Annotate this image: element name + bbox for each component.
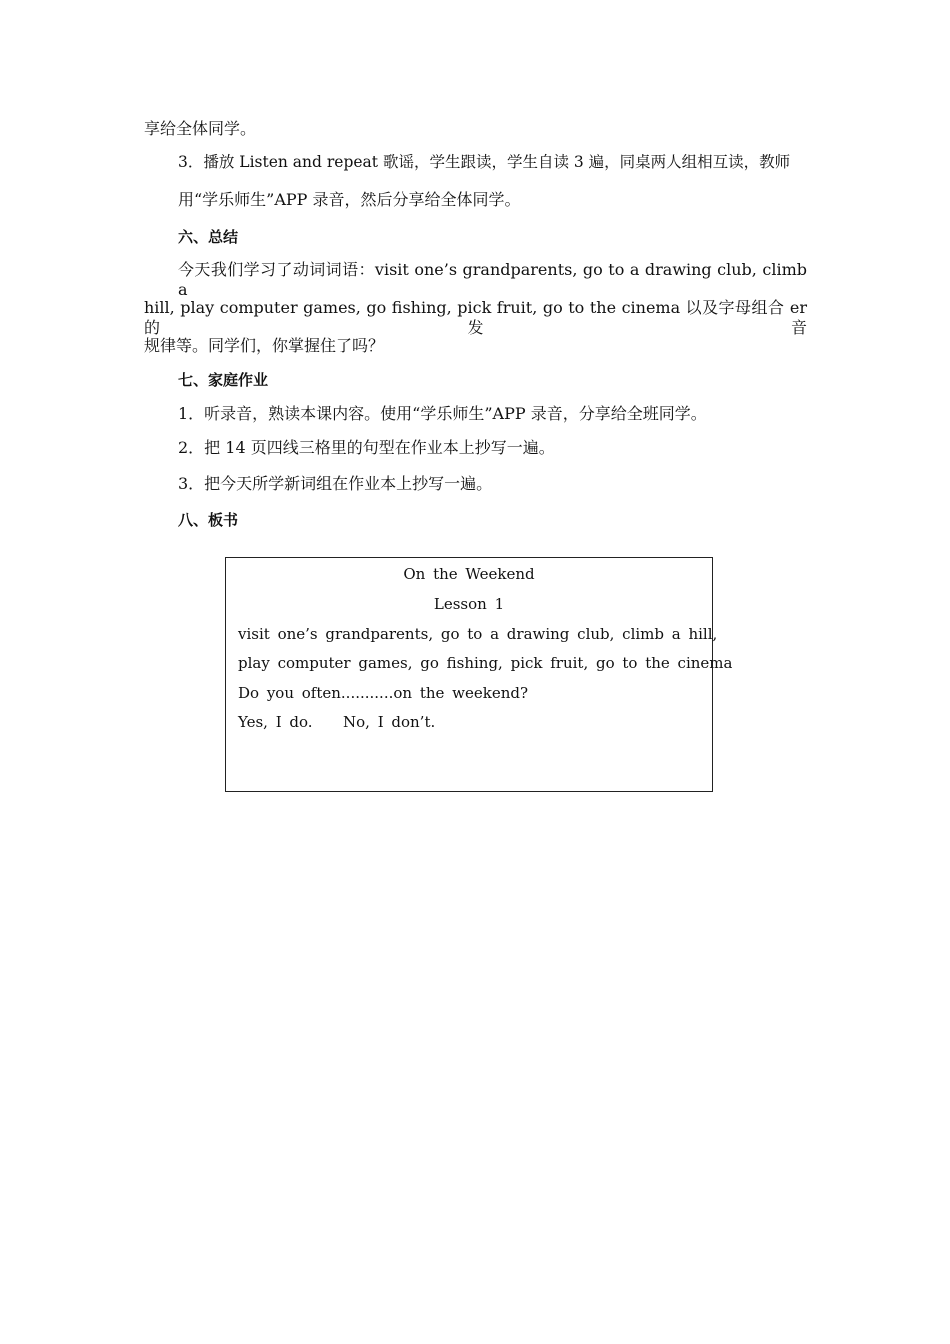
board-answer-yes: Yes, I do. — [238, 713, 313, 731]
text-line: 规律等。同学们，你掌握住了吗？ — [144, 336, 385, 355]
text-line: 3．播放 Listen and repeat 歌谣，学生跟读，学生自读 3 遍，同桌两人组相互读，教师 — [178, 153, 791, 171]
board-vocab-line: play computer games, go fishing, pick fruit, go to the cinema — [238, 654, 733, 672]
homework-item: 2．把 14 页四线三格里的句型在作业本上抄写一遍。 — [178, 438, 555, 457]
section-heading-board: 八、板书 — [178, 511, 239, 529]
text-line: 享给全体同学。 — [144, 119, 257, 138]
section-heading-homework: 七、家庭作业 — [178, 371, 269, 389]
homework-item: 3．把今天所学新词组在作业本上抄写一遍。 — [178, 474, 493, 493]
section-heading-summary: 六、总结 — [178, 228, 239, 246]
blackboard-box — [225, 557, 733, 792]
text-line: 今天我们学习了动词词语：visit one’s grandparents, go to a drawing club, climb a — [178, 260, 807, 299]
board-vocab-line: visit one’s grandparents, go to a drawing club, climb a hill, — [238, 625, 718, 643]
homework-item: 1．听录音，熟读本课内容。使用“学乐师生”APP 录音，分享给全班同学。 — [178, 404, 707, 423]
board-title: On the Weekend — [403, 565, 535, 583]
text-line: 用“学乐师生”APP 录音，然后分享给全体同学。 — [178, 190, 521, 209]
board-answer-no: No, I don’t. — [343, 713, 436, 731]
board-subtitle: Lesson 1 — [433, 595, 505, 613]
board-question: Do you often...........on the weekend? — [238, 684, 529, 702]
text-line: hill, play computer games, go fishing, pick fruit, go to the cinema 以及字母组合 er 的发音 — [144, 298, 807, 337]
